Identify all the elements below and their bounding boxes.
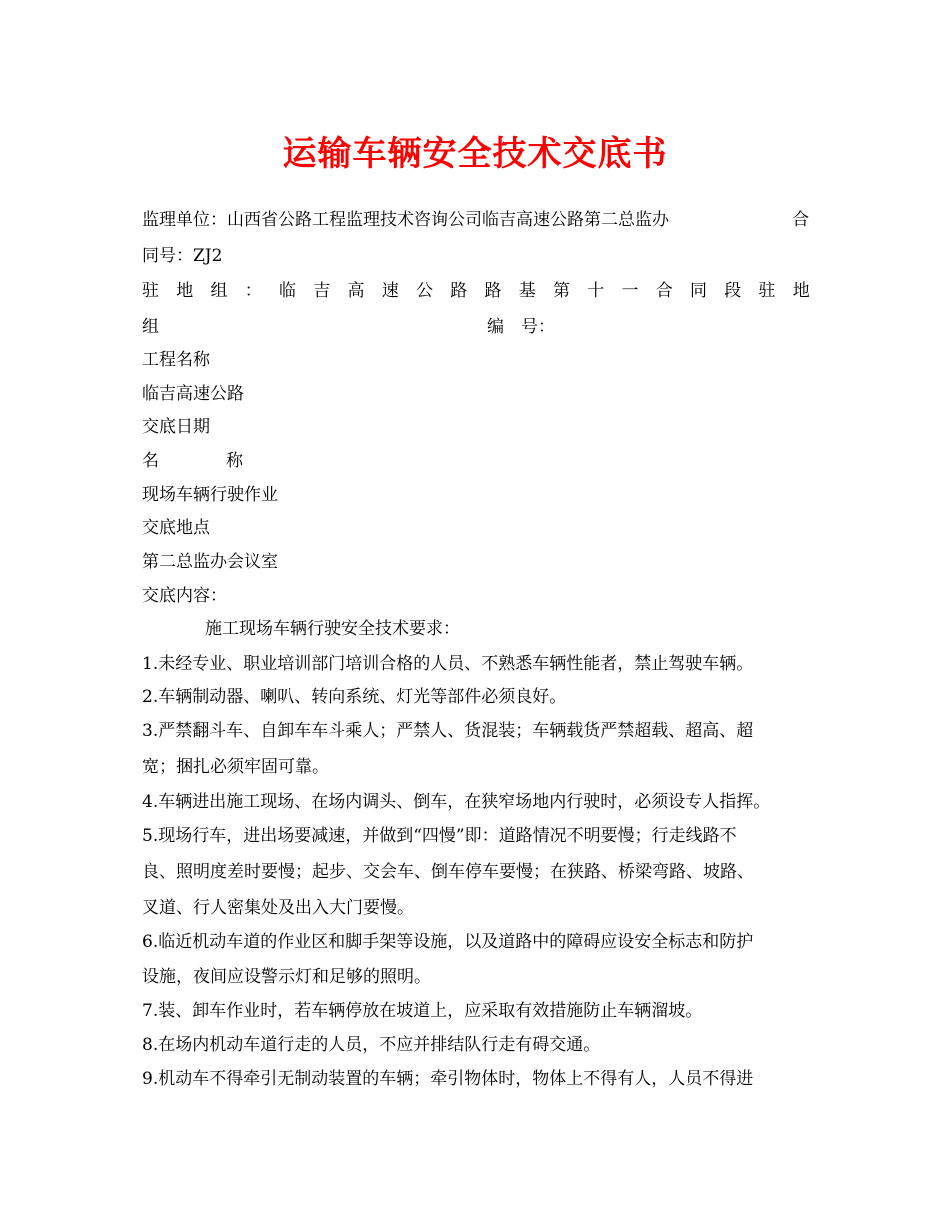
station-line-char: 高 — [347, 281, 365, 301]
station-line-char: 一 — [621, 281, 639, 301]
station-line-char: 组 — [210, 281, 228, 301]
station-line-char: 十 — [587, 281, 605, 301]
list-item: 6.临近机动车道的作业区和脚手架等设施，以及道路中的障碍应设安全标志和防护 — [142, 932, 754, 952]
station-line-char: 段 — [724, 281, 742, 301]
station-line-char: 合 — [655, 281, 673, 301]
list-item: 3.严禁翻斗车、自卸车车斗乘人；严禁人、货混装；车辆载货严禁超载、超高、超 — [142, 721, 754, 741]
requirements-heading: 施工现场车辆行驶安全技术要求： — [205, 619, 460, 639]
station-line-char: 临 — [279, 281, 296, 301]
name-value: 现场车辆行驶作业 — [142, 485, 278, 505]
number-label: 编 号： — [487, 317, 555, 337]
station-line-char: 路 — [484, 281, 502, 301]
list-item: 7.装、卸车作业时，若车辆停放在坡道上，应采取有效措施防止车辆溜坡。 — [142, 1001, 703, 1021]
station-group-line — [142, 280, 810, 302]
list-item: 4.车辆进出施工现场、在场内调头、倒车，在狭窄场地内行驶时，必须设专人指挥。 — [142, 792, 771, 812]
station-line-char: ： — [244, 281, 262, 301]
station-line-char: 驻 — [758, 281, 776, 301]
station-line-char: 地 — [176, 281, 194, 301]
document-title: 运输车辆安全技术交底书 — [282, 134, 668, 174]
station-line-char: 地 — [792, 281, 810, 301]
list-item: 宽；捆扎必须牢固可靠。 — [142, 757, 329, 777]
contract-number-line: 同号：ZJ2 — [142, 246, 223, 266]
list-item: 设施，夜间应设警示灯和足够的照明。 — [142, 967, 431, 987]
supervision-unit-text: 监理单位：山西省公路工程监理技术咨询公司临吉高速公路第二总监办 — [142, 210, 669, 230]
supervision-unit-line — [142, 209, 669, 231]
list-item: 8.在场内机动车道行走的人员，不应并排结队行走有碍交通。 — [142, 1035, 601, 1055]
station-line-char: 公 — [416, 281, 433, 301]
station-line-char: 同 — [690, 281, 707, 301]
station-line-char: 驻 — [142, 281, 159, 301]
location-label: 交底地点 — [142, 518, 210, 538]
list-item: 叉道、行人密集处及出入大门要慢。 — [142, 898, 414, 918]
list-item: 9.机动车不得牵引无制动装置的车辆；牵引物体时，物体上不得有人，人员不得进 — [142, 1069, 754, 1089]
contract-label-start: 合 — [792, 210, 809, 230]
list-item: 2.车辆制动器、喇叭、转向系统、灯光等部件必须良好。 — [142, 687, 567, 707]
list-item: 良、照明度差时要慢；起步、交会车、倒车停车要慢；在狭路、桥梁弯路、坡路、 — [142, 862, 754, 882]
date-label: 交底日期 — [142, 417, 210, 437]
project-name-value: 临吉高速公路 — [142, 384, 244, 404]
name-label-char-1: 名 — [142, 451, 159, 471]
station-line-char: 第 — [553, 281, 570, 301]
station-line-char: 路 — [450, 281, 468, 301]
content-label: 交底内容： — [142, 586, 227, 606]
station-line-char: 吉 — [313, 281, 331, 301]
station-line-char: 基 — [518, 281, 536, 301]
name-label-char-2: 称 — [226, 451, 243, 471]
station-group-end: 组 — [142, 317, 159, 337]
project-name-label: 工程名称 — [142, 350, 210, 370]
list-item: 1.未经专业、职业培训部门培训合格的人员、不熟悉车辆性能者，禁止驾驶车辆。 — [142, 654, 754, 674]
location-value: 第二总监办会议室 — [142, 552, 278, 572]
station-line-char: 速 — [381, 281, 399, 301]
list-item: 5.现场行车，进出场要减速，并做到“四慢”即：道路情况不明要慢；行走线路不 — [142, 826, 737, 846]
